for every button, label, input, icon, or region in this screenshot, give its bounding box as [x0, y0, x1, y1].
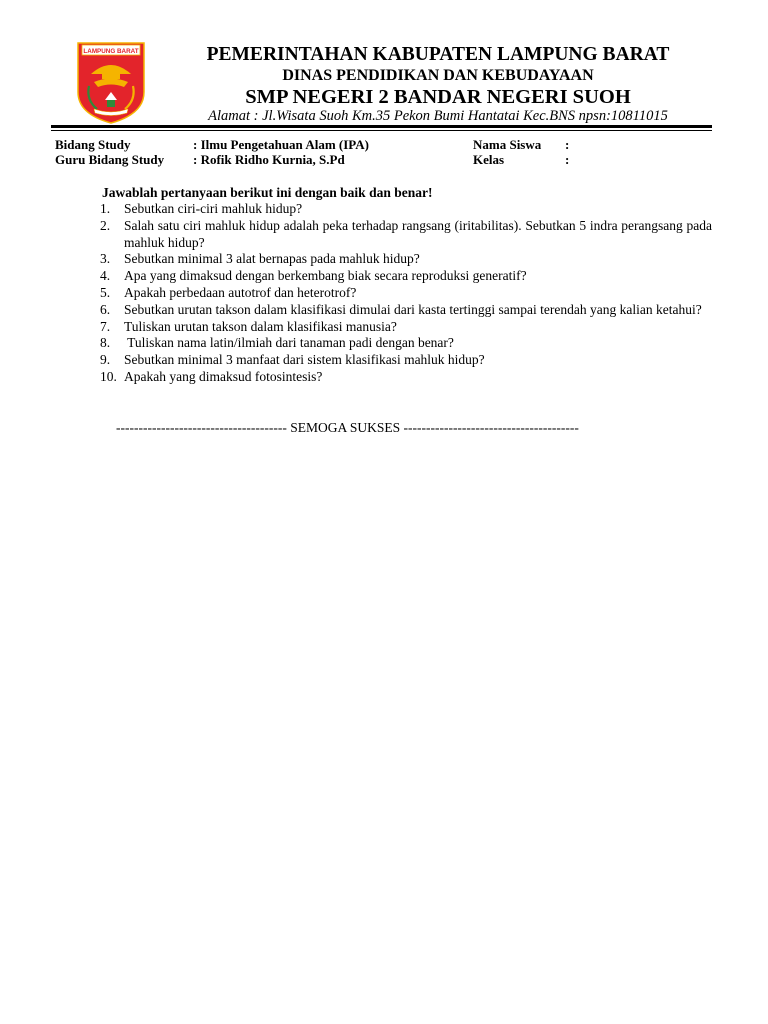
question-item	[0, 302, 712, 319]
question-number: 3.	[100, 251, 111, 267]
logo-text: LAMPUNG BARAT	[83, 47, 139, 55]
question-number: 1.	[100, 201, 111, 216]
question-number: 4.	[100, 268, 111, 284]
school-title: SMP NEGERI 2 BANDAR NEGERI SUOH	[245, 86, 631, 108]
header-rule-thin	[51, 130, 712, 131]
question-text: Apa yang dimaksud dengan berkembang biak secara reproduksi generatif?	[124, 268, 527, 284]
question-item	[0, 218, 712, 252]
school-address: Alamat : Jl.Wisata Suoh Km.35 Pekon Bumi Hantatai Kec.BNS npsn:10811015	[208, 108, 668, 124]
question-number: 5.	[100, 284, 111, 300]
question-item	[0, 285, 712, 302]
subject-value: : Ilmu Pengetahuan Alam (IPA)	[193, 137, 369, 152]
question-item	[0, 251, 712, 268]
teacher-value: : Rofik Ridho Kurnia, S.Pd	[193, 152, 345, 167]
question-number: 10.	[100, 368, 117, 384]
question-text: Salah satu ciri mahluk hidup adalah peka terhadap rangsang (iritabilitas). Sebutkan 5 indra perangsang pada mahluk hidup?	[124, 217, 712, 250]
subject-label: Bidang Study	[55, 137, 131, 152]
question-item	[0, 319, 712, 336]
question-number: 9.	[100, 352, 111, 368]
question-item	[0, 201, 712, 218]
question-text: Sebutkan ciri-ciri mahluk hidup?	[124, 201, 303, 216]
question-text: Sebutkan urutan takson dalam klasifikasi dimulai dari kasta tertinggi sampai terendah yang kalian ketahui?	[124, 301, 702, 317]
student-name-label: Nama Siswa	[473, 137, 542, 152]
question-text: Apakah yang dimaksud fotosintesis?	[124, 368, 323, 384]
question-item	[0, 268, 712, 285]
question-number: 6.	[100, 301, 111, 317]
question-text: Apakah perbedaan autotrof dan heterotrof?	[124, 284, 357, 300]
closing-message: -------------------------------------- SEMOGA SUKSES ---------------------------------------	[116, 420, 579, 435]
question-item	[0, 369, 712, 386]
question-text: Sebutkan minimal 3 manfaat dari sistem klasifikasi mahluk hidup?	[124, 352, 485, 368]
class-label: Kelas	[473, 152, 505, 167]
class-value: :	[565, 152, 570, 167]
government-title: PEMERINTAHAN KABUPATEN LAMPUNG BARAT	[206, 44, 670, 65]
question-text: Sebutkan minimal 3 alat bernapas pada mahluk hidup?	[124, 251, 420, 267]
question-text: Tuliskan nama latin/ilmiah dari tanaman padi dengan benar?	[124, 335, 454, 351]
question-number: 2.	[100, 217, 111, 233]
question-text: Tuliskan urutan takson dalam klasifikasi manusia?	[124, 318, 397, 334]
question-number: 8.	[100, 335, 111, 351]
instructions: Jawablah pertanyaan berikut ini dengan baik dan benar!	[102, 185, 433, 200]
question-item	[0, 352, 712, 369]
student-name-value: :	[565, 137, 570, 152]
teacher-label: Guru Bidang Study	[55, 152, 165, 167]
question-list	[0, 201, 712, 386]
question-number: 7.	[100, 318, 111, 334]
department-title: DINAS PENDIDIKAN DAN KEBUDAYAAN	[282, 67, 594, 84]
question-item	[0, 335, 712, 352]
lampung-barat-emblem-icon	[77, 42, 145, 124]
header-rule-thick	[51, 125, 712, 128]
